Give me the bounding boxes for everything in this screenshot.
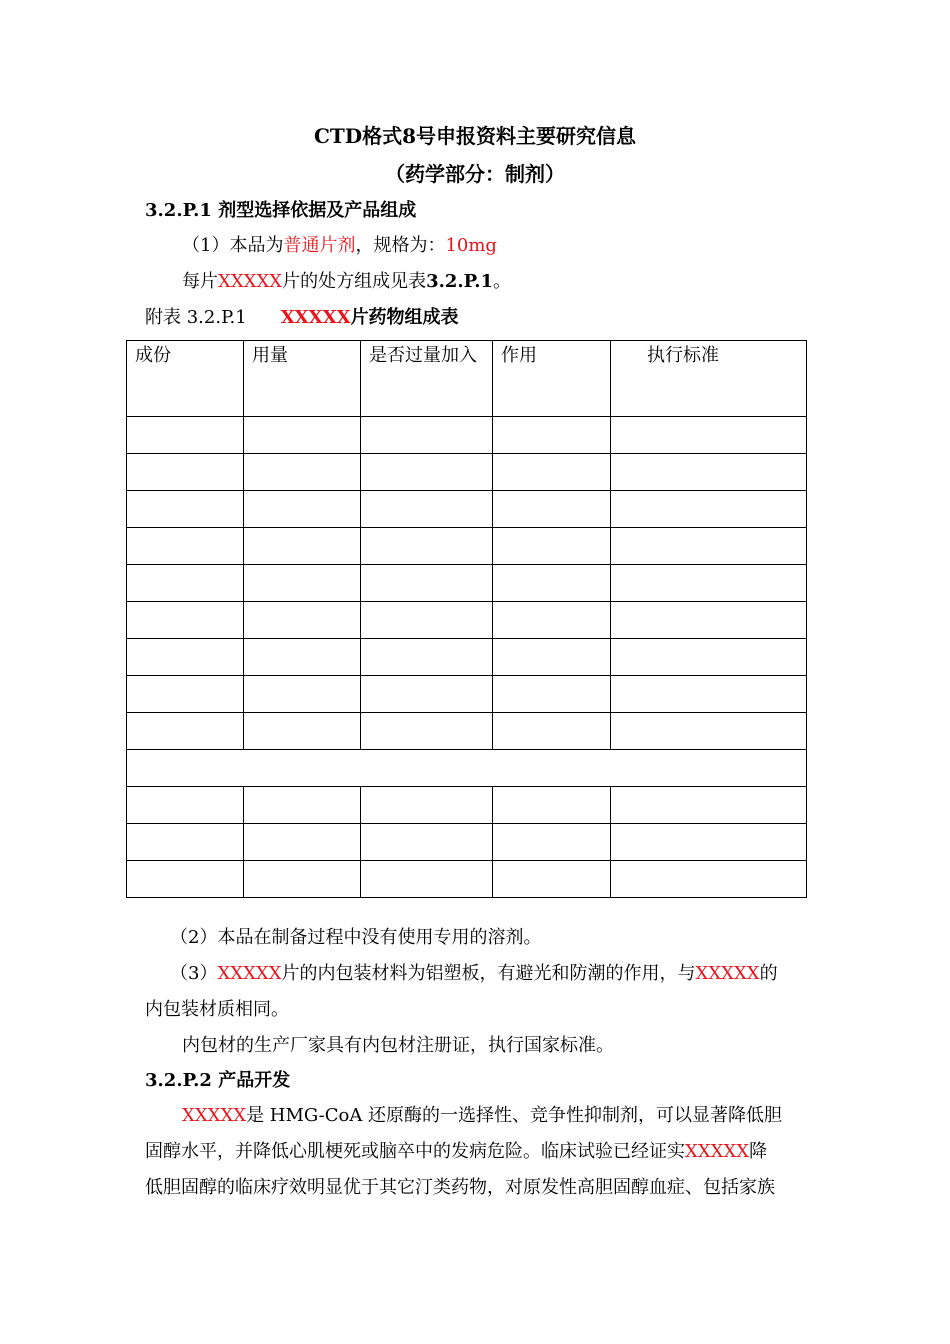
paragraph-item4: 内包材的生产厂家具有内包材注册证，执行国家标准。 bbox=[182, 1035, 614, 1056]
table-merged-cell[interactable] bbox=[127, 750, 807, 787]
table-cell[interactable] bbox=[361, 787, 493, 824]
paragraph-p1-line2 bbox=[145, 1140, 767, 1164]
table-cell[interactable] bbox=[127, 565, 244, 602]
table-caption bbox=[145, 306, 459, 330]
table-cell[interactable] bbox=[244, 602, 361, 639]
section-heading-3-2-p-2: 3.2.P.2 产品开发 bbox=[145, 1070, 291, 1091]
table-cell[interactable] bbox=[127, 713, 244, 750]
item3-product2: XXXXX bbox=[695, 963, 760, 984]
item1-mid: ，规格为： bbox=[355, 235, 446, 256]
table-cell[interactable] bbox=[361, 491, 493, 528]
p1-line1-text: 是 HMG-CoA 还原酶的一选择性、竞争性抑制剂，可以显著降低胆 bbox=[246, 1105, 783, 1126]
strength-highlight: 10mg bbox=[445, 235, 497, 256]
header-ingredient: 成份 bbox=[127, 341, 244, 417]
paragraph-item3-line2: 内包装材质相同。 bbox=[145, 999, 289, 1020]
table-cell[interactable] bbox=[611, 491, 807, 528]
table-cell[interactable] bbox=[493, 417, 611, 454]
table-cell[interactable] bbox=[611, 824, 807, 861]
table-cell[interactable] bbox=[361, 454, 493, 491]
table-cell[interactable] bbox=[361, 824, 493, 861]
p1-line2-text: 固醇水平，并降低心肌梗死或脑卒中的发病危险。临床试验已经证实 bbox=[145, 1141, 685, 1162]
table-cell[interactable] bbox=[244, 713, 361, 750]
table-cell[interactable] bbox=[127, 417, 244, 454]
table-cell[interactable] bbox=[127, 676, 244, 713]
table-cell[interactable] bbox=[493, 491, 611, 528]
table-cell[interactable] bbox=[244, 565, 361, 602]
p1-product1: XXXXX bbox=[182, 1105, 247, 1126]
table-cell[interactable] bbox=[127, 454, 244, 491]
table-merged-row bbox=[127, 750, 807, 787]
table-row bbox=[127, 454, 807, 491]
table-cell[interactable] bbox=[611, 787, 807, 824]
item1b-prefix: 每片 bbox=[182, 271, 218, 292]
table-cell[interactable] bbox=[244, 861, 361, 898]
table-cell[interactable] bbox=[361, 639, 493, 676]
table-cell[interactable] bbox=[127, 787, 244, 824]
table-cell[interactable] bbox=[611, 602, 807, 639]
table-cell[interactable] bbox=[611, 565, 807, 602]
header-overage: 是否过量加入 bbox=[361, 341, 493, 417]
table-cell[interactable] bbox=[127, 602, 244, 639]
table-cell[interactable] bbox=[493, 454, 611, 491]
table-reference: 3.2.P.1 bbox=[426, 271, 494, 292]
table-cell[interactable] bbox=[493, 824, 611, 861]
table-cell[interactable] bbox=[361, 676, 493, 713]
item3-mid: 片的内包装材料为铝塑板，有避光和防潮的作用，与 bbox=[281, 963, 696, 984]
table-cell[interactable] bbox=[493, 676, 611, 713]
table-cell[interactable] bbox=[361, 528, 493, 565]
item3-prefix: （3） bbox=[170, 963, 218, 984]
paragraph-p1-line3: 低胆固醇的临床疗效明显优于其它汀类药物，对原发性高胆固醇血症、包括家族 bbox=[145, 1177, 775, 1198]
p1-product2: XXXXX bbox=[685, 1141, 750, 1162]
document-subtitle: （药学部分：制剂） bbox=[385, 162, 565, 186]
p1-line2-end: 降 bbox=[749, 1141, 768, 1162]
table-row bbox=[127, 787, 807, 824]
table-cell[interactable] bbox=[493, 713, 611, 750]
table-row bbox=[127, 713, 807, 750]
table-cell[interactable] bbox=[244, 491, 361, 528]
item3-product1: XXXXX bbox=[217, 963, 282, 984]
table-cell[interactable] bbox=[127, 861, 244, 898]
table-cell[interactable] bbox=[493, 787, 611, 824]
table-cell[interactable] bbox=[244, 787, 361, 824]
table-row bbox=[127, 417, 807, 454]
table-row bbox=[127, 491, 807, 528]
table-row bbox=[127, 528, 807, 565]
table-cell[interactable] bbox=[127, 491, 244, 528]
paragraph-item1 bbox=[182, 234, 497, 258]
table-cell[interactable] bbox=[361, 602, 493, 639]
table-row bbox=[127, 676, 807, 713]
table-cell[interactable] bbox=[611, 639, 807, 676]
paragraph-item2: （2）本品在制备过程中没有使用专用的溶剂。 bbox=[170, 927, 542, 948]
table-cell[interactable] bbox=[127, 824, 244, 861]
table-cell[interactable] bbox=[127, 639, 244, 676]
table-cell[interactable] bbox=[244, 676, 361, 713]
table-cell[interactable] bbox=[611, 713, 807, 750]
item1b-mid: 片的处方组成见表 bbox=[282, 271, 427, 292]
header-function: 作用 bbox=[493, 341, 611, 417]
table-row bbox=[127, 861, 807, 898]
table-cell[interactable] bbox=[493, 602, 611, 639]
table-cell[interactable] bbox=[244, 454, 361, 491]
table-caption-title: 片药物组成表 bbox=[350, 307, 459, 328]
document-title: CTD格式8号申报资料主要研究信息 bbox=[313, 124, 637, 148]
item1-prefix: （1）本品为 bbox=[182, 235, 284, 256]
table-cell[interactable] bbox=[611, 417, 807, 454]
table-caption-label: 附表 3.2.P.1 bbox=[145, 307, 247, 328]
table-cell[interactable] bbox=[244, 417, 361, 454]
table-cell[interactable] bbox=[611, 454, 807, 491]
table-cell[interactable] bbox=[493, 861, 611, 898]
item1b-suffix: 。 bbox=[493, 271, 512, 292]
table-row bbox=[127, 639, 807, 676]
table-cell[interactable] bbox=[244, 528, 361, 565]
header-amount: 用量 bbox=[244, 341, 361, 417]
table-caption-product: XXXXX bbox=[280, 307, 351, 328]
table-cell[interactable] bbox=[361, 713, 493, 750]
table-cell[interactable] bbox=[611, 676, 807, 713]
table-cell[interactable] bbox=[361, 565, 493, 602]
table-cell[interactable] bbox=[493, 528, 611, 565]
header-standard: 执行标准 bbox=[611, 341, 807, 417]
table-cell[interactable] bbox=[244, 824, 361, 861]
table-cell[interactable] bbox=[493, 639, 611, 676]
table-cell[interactable] bbox=[127, 528, 244, 565]
item3-suffix: 的 bbox=[759, 963, 778, 984]
table-cell[interactable] bbox=[611, 528, 807, 565]
product-placeholder: XXXXX bbox=[218, 271, 283, 292]
table-row bbox=[127, 565, 807, 602]
table-cell[interactable] bbox=[493, 565, 611, 602]
paragraph-item1b bbox=[182, 270, 511, 294]
table-header-row bbox=[127, 341, 807, 417]
section-heading-3-2-p-1: 3.2.P.1 剂型选择依据及产品组成 bbox=[145, 200, 417, 221]
paragraph-p1-line1 bbox=[182, 1104, 782, 1128]
composition-table bbox=[126, 340, 807, 898]
table-cell[interactable] bbox=[361, 417, 493, 454]
dosage-form-highlight: 普通片剂 bbox=[283, 235, 356, 256]
table-cell[interactable] bbox=[361, 861, 493, 898]
paragraph-item3-line1 bbox=[170, 962, 778, 986]
table-cell[interactable] bbox=[244, 639, 361, 676]
table-row bbox=[127, 824, 807, 861]
table-cell[interactable] bbox=[611, 861, 807, 898]
table-row bbox=[127, 602, 807, 639]
